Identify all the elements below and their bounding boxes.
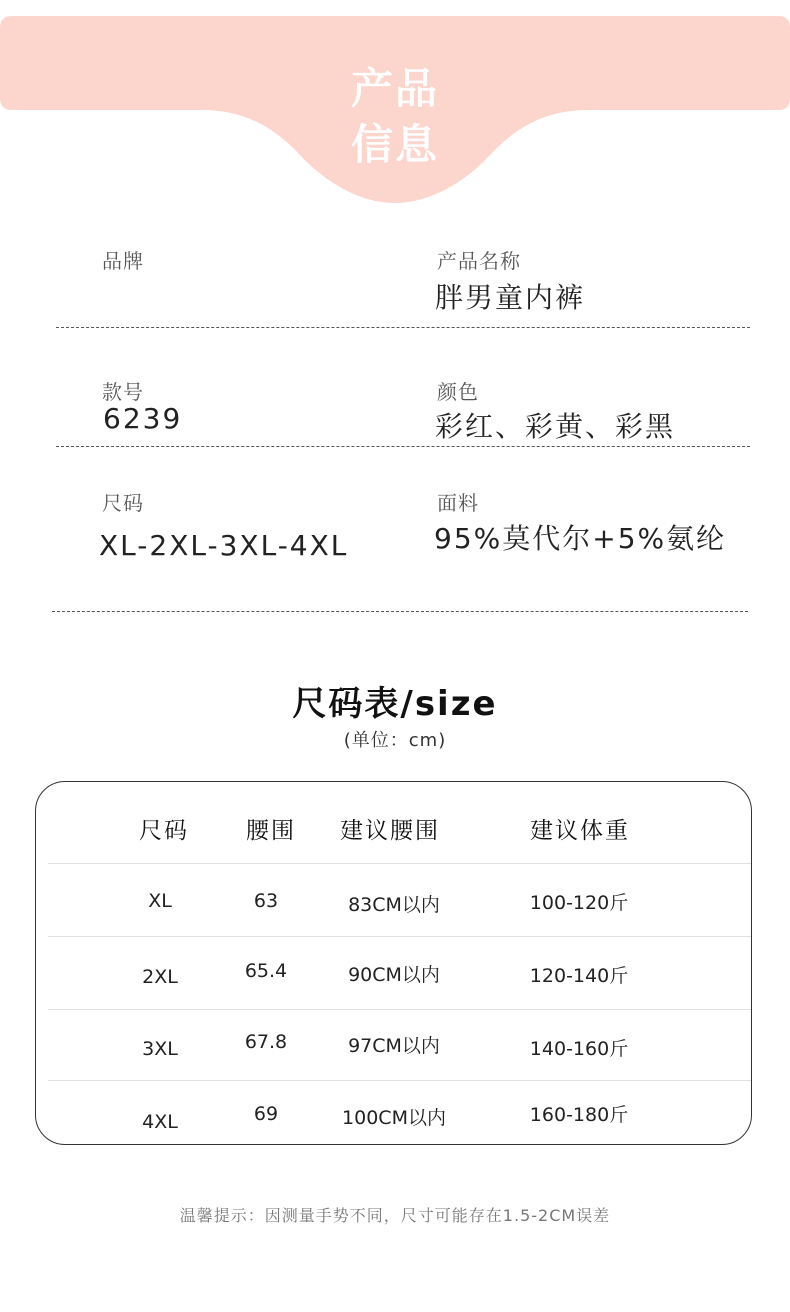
table-header-suggested-waist: 建议腰围 (340, 818, 440, 844)
cell-waist: 65.4 (244, 960, 288, 982)
cell-suggested-waist: 90CM以内 (348, 964, 440, 986)
size-label: 尺码 (102, 491, 144, 515)
fabric-value: 95%莫代尔+5%氨纶 (434, 522, 727, 555)
cell-suggested-weight: 140-160斤 (529, 1038, 629, 1060)
size-chart-unit: (单位：cm) (343, 730, 447, 751)
cell-suggested-waist: 83CM以内 (348, 894, 440, 916)
cell-waist: 67.8 (244, 1031, 288, 1053)
cell-suggested-waist: 100CM以内 (342, 1107, 446, 1129)
size-chart-title: 尺码表/size (292, 684, 498, 724)
table-header-suggested-weight: 建议体重 (530, 818, 630, 844)
row-divider (48, 1009, 751, 1010)
cell-waist: 69 (253, 1103, 279, 1125)
row-divider (48, 936, 751, 937)
fabric-label: 面料 (437, 491, 479, 515)
row-divider (48, 1080, 751, 1081)
divider (52, 611, 748, 612)
size-value: XL-2XL-3XL-4XL (99, 529, 349, 562)
brand-label: 品牌 (102, 249, 144, 273)
cell-size: XL (148, 890, 172, 912)
product-name-value: 胖男童内裤 (435, 281, 586, 314)
product-name-label: 产品名称 (437, 249, 521, 273)
divider (56, 446, 750, 447)
cell-suggested-weight: 160-180斤 (529, 1104, 629, 1126)
cell-waist: 63 (253, 890, 279, 912)
style-no-value: 6239 (103, 402, 183, 435)
cell-size: 3XL (142, 1038, 178, 1060)
banner-title-line2: 信息 (350, 120, 439, 169)
cell-suggested-weight: 100-120斤 (529, 892, 629, 914)
divider (56, 327, 750, 328)
color-value: 彩红、彩黄、彩黑 (435, 410, 676, 443)
style-no-label: 款号 (102, 380, 144, 404)
row-divider (48, 863, 751, 864)
size-table (35, 781, 752, 1145)
cell-suggested-waist: 97CM以内 (348, 1035, 440, 1057)
table-header-waist: 腰围 (246, 818, 296, 844)
size-tip: 温馨提示：因测量手势不同，尺寸可能存在1.5-2CM误差 (179, 1206, 611, 1225)
cell-size: 4XL (142, 1111, 178, 1133)
banner-title-line1: 产品 (350, 64, 439, 113)
color-label: 颜色 (437, 380, 479, 404)
table-header-size: 尺码 (139, 818, 189, 844)
cell-size: 2XL (142, 966, 178, 988)
cell-suggested-weight: 120-140斤 (529, 965, 629, 987)
